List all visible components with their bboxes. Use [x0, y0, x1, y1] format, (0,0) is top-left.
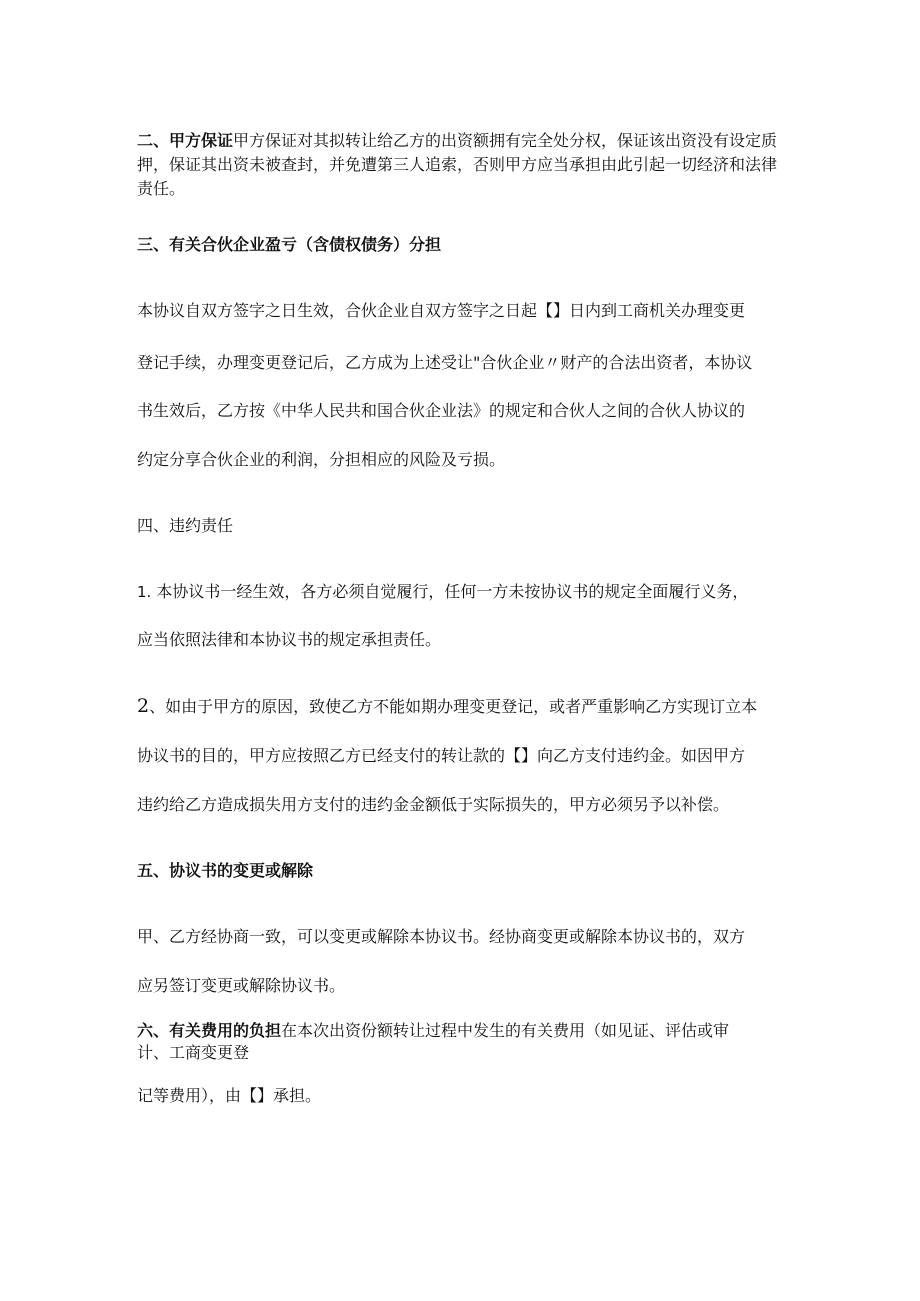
section-3-heading: 三、有关合伙企业盈亏（含债权债务）分担 [137, 235, 442, 254]
section-4-item-1-line-1 [137, 580, 748, 604]
section-4-item-2-line-1 [137, 694, 757, 719]
section-4-item-2-line-2: 协议书的目的，甲方应按照乙方已经支付的转让款的【】向乙方支付违约金。如因甲方 [137, 746, 746, 765]
section-3-line-2: 登记手续，办理变更登记后，乙方成为上述受让"合伙企业〃财产的合法出资者，本协议 [137, 353, 753, 372]
section-6-line-3: 记等费用），由【】承担。 [137, 1086, 322, 1105]
section-3-line-4: 约定分享合伙企业的利润，分担相应的风险及亏损。 [137, 450, 506, 469]
section-4-item-1-line-2: 应当依照法律和本协议书的规定承担责任。 [137, 630, 442, 649]
item-1-number: 1. [137, 583, 152, 601]
section-6-line-1 [137, 1019, 729, 1043]
item-2-text: 、如由于甲方的原因，致使乙方不能如期办理变更登记，或者严重影响乙方实现订立本 [149, 697, 758, 716]
section-2-body: 甲方保证对其拟转让给乙方的出资额拥有完全处分权，保证该出资没有设定质押，保证其出资未被查封，并免遭第三人追索，否则甲方应当承担由此引起一切经济和法律责任。 [137, 131, 778, 198]
section-5-line-2: 应另签订变更或解除协议书。 [137, 976, 346, 995]
section-3-line-3: 书生效后，乙方按《中华人民共和国合伙企业法》的规定和合伙人之间的合伙人协议的 [137, 401, 746, 420]
item-1-text: 本协议书一经生效，各方必须自觉履行，任何一方未按协议书的规定全面履行义务， [156, 582, 749, 601]
section-2-heading: 二、甲方保证 [137, 131, 234, 150]
section-2-paragraph [137, 129, 787, 201]
section-5-heading: 五、协议书的变更或解除 [137, 861, 314, 880]
section-3-line-1: 本协议自双方签字之日生效，合伙企业自双方签字之日起【】日内到工商机关办理变更 [137, 301, 746, 320]
item-2-number: 2 [137, 695, 150, 717]
section-4-item-2-line-3: 违约给乙方造成损失用方支付的违约金金额低于实际损失的，甲方必须另予以补偿。 [137, 795, 730, 814]
section-6-heading: 六、有关费用的负担 [137, 1021, 282, 1040]
section-6-body-1: 在本次出资份额转让过程中发生的有关费用（如见证、评估或审 [281, 1021, 730, 1040]
section-6-line-2: 计、工商变更登 [137, 1043, 250, 1062]
section-4-heading: 四、违约责任 [137, 516, 234, 535]
section-5-line-1: 甲、乙方经协商一致，可以变更或解除本协议书。经协商变更或解除本协议书的，双方 [137, 927, 746, 946]
